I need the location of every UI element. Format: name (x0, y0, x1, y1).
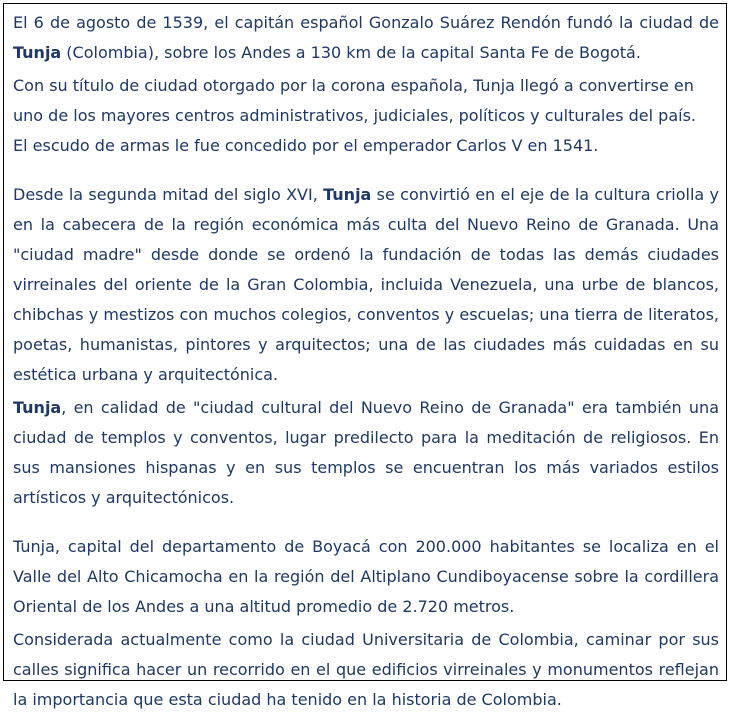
paragraph-cultural-city-text: , en calidad de "ciudad cultural del Nuevo Reino de Granada" era también una ciudad de templos y conventos, lugar predilecto para la meditación de religiosos. En sus mansiones hispanas y en sus templos se encuentran los más variados estilos artísticos y arquitectónicos. (13, 398, 719, 507)
paragraph-founding-text-2: (Colombia), sobre los Andes a 130 km de la capital Santa Fe de Bogotá. (61, 43, 641, 62)
paragraph-title (13, 71, 719, 161)
paragraph-coat-of-arms-text: El escudo de armas le fue concedido por el emperador Carlos V en 1541. (13, 136, 599, 155)
paragraph-university-city-text: Considerada actualmente como la ciudad Universitaria de Colombia, caminar por sus calles significa hacer un recorrido en el que edificios virreinales y monumentos reflejan la importancia que esta ciudad ha tenido en la historia de Colombia. (13, 630, 719, 709)
city-name-tunja: Tunja (323, 185, 372, 204)
paragraph-creole-culture-text-2: se convirtió en el eje de la cultura criolla y en la cabecera de la región económica más culta del Nuevo Reino de Granada. Una "ciudad madre" desde donde se ordenó la fundación de todas las demás ciudades virreinales del oriente de la Gran Colombia, incluida Venezuela, una urbe de blancos, chibchas y mestizos con muchos colegios, conventos y escuelas; una tierra de literatos, poetas, humanistas, pintores y arquitectos; una de las ciudades más cuidadas en su estética urbana y arquitectónica. (13, 185, 719, 384)
city-name-tunja: Tunja (13, 43, 62, 62)
paragraph-title-text: Con su título de ciudad otorgado por la corona española, Tunja llegó a convertirse en uno de los mayores centros administrativos, judiciales, políticos y culturales del país. (13, 76, 696, 125)
text-box (3, 3, 727, 709)
paragraph-cultural-city (13, 393, 719, 513)
paragraph-creole-culture (13, 180, 719, 390)
paragraph-founding-text-1: El 6 de agosto de 1539, el capitán español Gonzalo Suárez Rendón fundó la ciudad de (13, 13, 719, 32)
paragraph-founding (13, 8, 719, 68)
paragraph-university-city (13, 625, 719, 715)
city-name-tunja: Tunja (13, 398, 62, 417)
paragraph-creole-culture-text-1: Desde la segunda mitad del siglo XVI, (13, 185, 324, 204)
paragraph-location-text: Tunja, capital del departamento de Boyacá con 200.000 habitantes se localiza en el Valle del Alto Chicamocha en la región del Altiplano Cundiboyacense sobre la cordillera Oriental de los Andes a una altitud promedio de 2.720 metros. (13, 537, 719, 616)
paragraph-location (13, 532, 719, 622)
